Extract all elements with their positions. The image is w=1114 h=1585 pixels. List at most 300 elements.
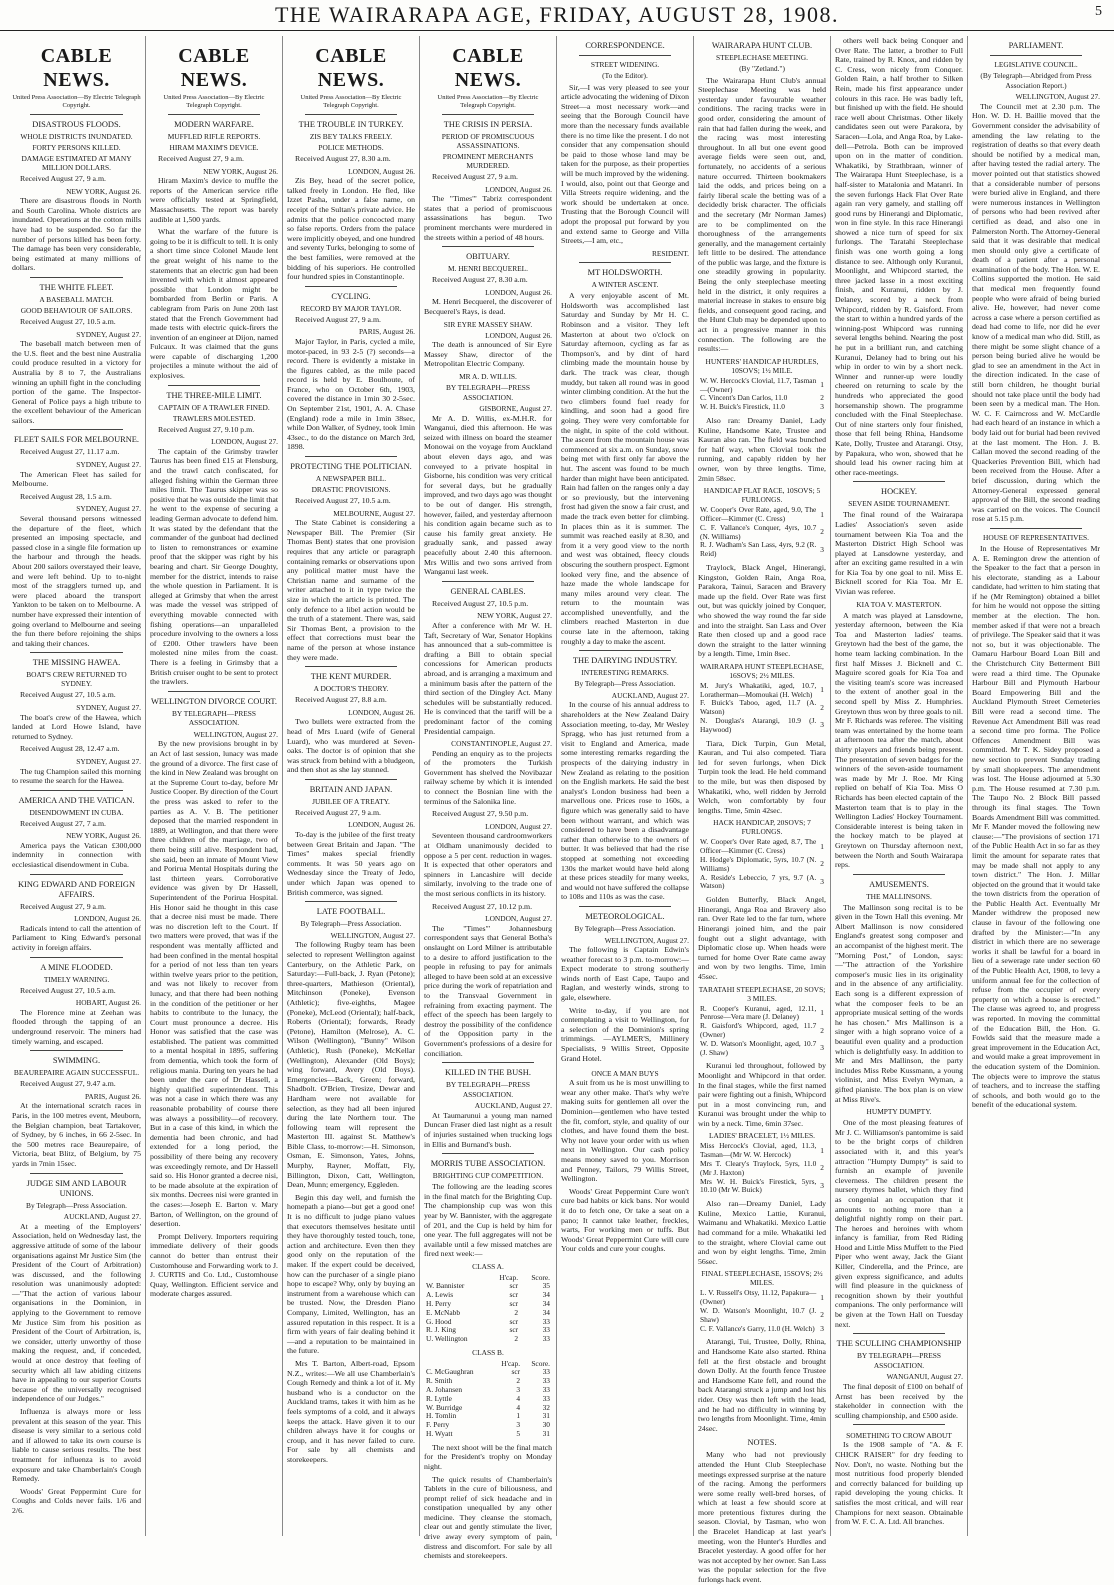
article-body: After a conference with Mr W. H. Taft, Secretary of War, Senator Hopkins has announced that a sub-committee is drafting a Bill to obtain special concessions for American products abroad, and is arranging a maximum and a minimum basis after the pattern of the third section of the Dingley Act. Many schedules will be substantially reduced. He is convinced that the tariff will be a predominant factor of the coming Presidential campaign. xyxy=(424,620,552,736)
score-table-class-a xyxy=(424,1274,552,1344)
horse-entry: R. J. Wadham's San Lass, 4yrs, 9.2 (R. Reid) xyxy=(700,540,817,559)
horse-entry: C. F. Vallance's Garry, 11.0 (H. Welch) xyxy=(700,1323,815,1333)
article-headline: LATE FOOTBALL. xyxy=(316,907,386,917)
race-heading: HUNTERS' HANDICAP HURDLES, 10SOVS; 1½ MILE. xyxy=(705,356,819,375)
dateline: PARIS, August 26. xyxy=(359,327,415,337)
shooter-name: R. Lyttle xyxy=(426,1393,452,1403)
horse-entry: W. W. Hercock's Clovial, 11.7, Tasman—(Owner) xyxy=(700,375,817,394)
article-body: In the House of Representatives Mr A. E. Remington drew the attention of the Speaker to the fact that a person in his electorate, standing as a Labour candidate, had written to him stating that if he (Mr Remington) obtained a billet for him he would not oppose the sitting member at the election. The hon. member asked if that were not a breach of privilege. The Speaker said that it was not so, but it was objectionable. The Oamaru Harbour Board Loan Bill and the Christchurch City Betterment Bill were read a third time. The Opunake Harbour Bill and Plymouth Harbour Board Empowering Bill and the Auckland Plymouth Street Cemeteries Bill were read a second time. The Revenue Act Amendment Bill was read a second time pro forma. The Police Offences Amendment Bill was committed. Mr T. K. Sidey proposed a new section to prevent Sunday trading by small shopkeepers. The amendment was lost. The House adjourned at 5.30 p.m. The House resumed at 7.30 p.m. The Taupo No. 2 Block Bill passed through its final stages. The Town Boards Amendment Bill was committed. Mr F. Mander moved the following new clause:—"The provisions of section 171 of the Public Health Act in so far as they limit the amount for separate rates that may be made shall not apply to any town district." The Hon. J. Millar objected on the ground that it would take the town districts from the operation of the Public Health Act. Eventually Mr Mander withdrew the proposed new clause in favour of the following one drafted by the Minister:—"In any district in which there are no sewerage works it shall be lawful for a board in lieu of a sewerage rate under section 60 of the Public Health Act, 1908, to levy a uniform annual fee for the collection of refuse from the occupier of every property on which a house is erected." The clause was agreed to, and progress was reported. In moving the committal of the Education Bill, the Hon. G. Fowlds said that the measure made a great improvement in the Education Act, and would make a great improvement in the education system of the Dominion. The objects were to improve the status of teachers, and to increase the staffing of schools, and both would go to the benefit of the educational system. xyxy=(972,543,1100,1110)
table-row xyxy=(698,1005,826,1023)
placing: 2 xyxy=(820,859,824,869)
article-body: The American Fleet has sailed for Melbourne. xyxy=(12,469,141,489)
dateline: LONDON, August 27. xyxy=(211,437,278,447)
article-headline: THE KENT MURDER. xyxy=(310,672,392,682)
received-line: Received August 27, 9 a.m. xyxy=(20,174,106,183)
dateline: GISBORNE, August 27. xyxy=(479,404,552,414)
race-notes: Traylock, Black Angel, Hinerangi, Kingston, Golden Rain, Anga Roa, Parakora, Tainui, Saracen and Bravery made up the field. Over Rate was first out, but was quickly joined by Conquer, who showed the way round the far side and into the straight. San Lass and Over Rate then closed up and a good race down the straight to the latter winning by a length. Time, 1min 8sec. xyxy=(698,562,826,659)
rule xyxy=(442,1062,534,1063)
article-headline: THE MISSING HAWEA. xyxy=(32,658,121,668)
placing: 2 xyxy=(820,1310,824,1320)
section-title: CABLE NEWS. xyxy=(452,45,524,91)
table-row xyxy=(698,1142,826,1160)
score: 31 xyxy=(542,1428,550,1438)
placing: 1 xyxy=(820,685,824,695)
received-line: Received August 27, 8.30 a.m. xyxy=(295,154,391,163)
article-headline: PARLIAMENT. xyxy=(1008,41,1064,50)
placing: 2 xyxy=(820,702,824,712)
rule xyxy=(579,262,671,263)
dateline: AUCKLAND, August 27. xyxy=(611,690,689,700)
article-body: In the course of his annual address to shareholders at the New Zealand Dairy Association meeting, to-day, Mr Wesley Spragg, who has just returned from a visit to England and America, made some interesting remarks regarding the prospects of the dairying industry in New Zealand as relating to the position on the English markets. He said the best analyst's London business had been a marvellous one. Prices rose to 160s, a figure which was generally said to have been without warrant, and which was considered to have been a disadvantage rather than otherwise to the owners of butter. It was believed that had the rise stopped at something not exceeding 130s the market would have held along at these prices steadily for many weeks, and would not have suffered the collapse to 108s and 110s as was the case. xyxy=(561,700,689,902)
score-class-heading: CLASS A. xyxy=(472,1262,504,1271)
article-body: The final round of the Wairarapa Ladies' Association's seven aside tournament between Kia Toa and the Masterton District High School was played at Lansdowne yesterday, and after an exciting game resulted in a win for Kia Toa by one goal to nil. Miss E. Bicknell scored for Kia Toa. Mr E. Vivian was referee. xyxy=(835,510,963,597)
dateline: LONDON, August 26. xyxy=(485,330,552,340)
article-body: The next shoot will be the final match for the President's trophy on Monday night. xyxy=(424,1442,552,1471)
handicap: scr xyxy=(509,1316,519,1326)
placing: 1 xyxy=(820,1292,824,1302)
press-credit: BY TELEGRAPH—PRESS ASSOCIATION. xyxy=(857,1351,941,1370)
newspaper-title: THE WAIRARAPA AGE, FRIDAY, AUGUST 28, 1908. xyxy=(274,2,840,27)
dateline: AUCKLAND, August 27. xyxy=(474,1101,552,1111)
article-subhead: HIRAM MAXIM'S DEVICE. xyxy=(169,143,259,152)
article-headline: THE WHITE FLEET. xyxy=(39,282,114,292)
dateline: SYDNEY, August 27. xyxy=(76,460,141,470)
dateline: NEW YORK, August 26. xyxy=(66,831,141,841)
dateline: WANGANUI, August 27. xyxy=(886,1372,963,1382)
column-7 xyxy=(830,36,967,1536)
race-notes: Kuranui led throughout, followed by Moonlight and Whipcord in that order. In the final stages, while the first named pair were fighting out a finish, Whipcord put in a most convincing run, and Kuranui was brought under the whip to win by a neck. Time, 6min 37sec. xyxy=(698,1061,826,1128)
race-notes: Golden Butterfly, Black Angel, Hinerangi, Anga Roa and Bravery also ran. Over Rate led to the far turn, where Hinerangi joined him, and the pair fought out a slight advantage, with Diplomatic close up. When heads were turned for home Over Rate came away and won by two lengths. Time, 1min 45sec. xyxy=(698,895,826,981)
article-headline: SWIMMING. xyxy=(52,1056,101,1066)
placing: 1 xyxy=(820,841,824,851)
placing: 2 xyxy=(820,1163,824,1173)
article-body: The Mallinson song recital is to be given in the Town Hall this evening. Mr Albert Mallinson is now considered England's greatest song composer and an accompanist of the highest merit. The "Morning Post," of London, says:—"The attraction of the Yorkshire composer's music lies in its originality and in the absence of any artificiality. Each song is a different expression of what the composer feels to be an appropriate musical setting of the words he has chosen." Mrs Mallinson is a singer with a high soprano voice of a beautiful even quality and a production which is delightfully easy. In addition to Mr and Mrs Mallinson, the party includes Miss Rebe Kussmann, a young violinist, and Miss Evelyn Wyman, a gifted pianiste. The box plan is on view at Miss Rive's. xyxy=(835,902,963,1104)
received-line: Received August 27, 10.12 p.m. xyxy=(432,901,533,911)
placing: 1 xyxy=(820,509,824,519)
rule xyxy=(30,652,123,653)
article-body: At Taumarunui a young man named Duncan Fraser died last night as a result of injuries sustained when trucking logs in Ellis and Burnand's bush. xyxy=(424,1110,552,1149)
article-headline: KING EDWARD AND FOREIGN AFFAIRS. xyxy=(17,879,135,899)
table-row xyxy=(698,1160,826,1178)
article-headline: OBITUARY. xyxy=(466,252,510,262)
article-headline: NOTES. xyxy=(747,1438,777,1448)
section-credit: United Press Association—By Electric Telegraph Copyright. xyxy=(300,94,402,109)
rule xyxy=(30,1173,123,1174)
article-body: America pays the Vatican £300,000 indemnity in connection with ecclesiastical disendowment in Cuba. xyxy=(12,840,141,870)
article-subhead: DRASTIC PROVISIONS. xyxy=(311,485,391,495)
rule xyxy=(30,1050,123,1051)
article-headline: THE SCULLING CHAMPIONSHIP xyxy=(836,1339,962,1349)
article-headline: WAIRARAPA HUNT CLUB. xyxy=(711,41,813,50)
article-subhead: CAPTAIN OF A TRAWLER FINED. xyxy=(158,402,270,412)
rule xyxy=(30,874,123,875)
table-header: Score. xyxy=(531,1358,550,1368)
placing: 1 xyxy=(820,1007,824,1017)
race-notes: Also ran—Dreamy Daniel, Lady Kuline, Mexico Lattie, Kuranui, Waimanu and Whakatiki. Mexico Lattie had command for a mile. Whakatiki led to the straight, where Clovial came out and won by eight lengths. Time, 2min 56sec. xyxy=(698,1199,826,1266)
race-heading: LADIES' BRACELET, 1½ MILES. xyxy=(709,1131,815,1141)
rule xyxy=(442,1153,534,1154)
section-title: CABLE NEWS. xyxy=(315,45,387,91)
rule xyxy=(853,481,945,482)
article-body: The "Times'" Tabriz correspondent states that a period of promiscuous assassinations has begun. Two prominent merchants were murdered in the streets within a period of 48 hours. xyxy=(424,194,552,242)
rule xyxy=(305,901,397,902)
rule xyxy=(853,874,945,875)
table-row xyxy=(698,874,826,892)
score-class-heading: CLASS B. xyxy=(472,1347,504,1357)
handicap: 2 xyxy=(516,1376,521,1386)
received-line: Received August 27, 9.50 p.m. xyxy=(432,809,529,819)
column-8 xyxy=(967,36,1104,1536)
dateline: WELLINGTON, August 27. xyxy=(193,729,278,739)
horse-entry: Mrs W. H. Buick's Firestick, 5yrs, 10.10 (Mr W. Buick) xyxy=(700,1176,817,1195)
handicap: 3 xyxy=(516,1384,521,1394)
horse-entry: R. Cooper's Kuranui, aged, 12.11, Penrose—Vera mare (J. Delaney) xyxy=(700,1003,817,1022)
race-heading: HANDICAP FLAT RACE, 10SOVS; 5 FURLONGS. xyxy=(703,486,821,505)
section-credit: United Press Association—By Electric Telegraph Copyright. xyxy=(163,94,265,109)
score: 34 xyxy=(542,1307,550,1317)
handicap: scr xyxy=(509,1290,519,1300)
horse-entry: H. Hodge's Diplomatic, 5yrs, 10.7 (N. Williams) xyxy=(700,855,817,873)
placing: 3 xyxy=(820,1043,824,1053)
horse-entry: F. Buick's Taboo, aged, 11.7 (A. Watson) xyxy=(700,698,817,717)
score-table-class-b xyxy=(424,1360,552,1439)
article-headline: THE TROUBLE IN TURKEY. xyxy=(298,120,404,129)
shooter-name: H. Perry xyxy=(426,1298,452,1308)
article-body: Major Taylor, in Paris, cycled a mile, motor-paced, in 93 2-5 (?) seconds—a record. There is evidently a mistake in the figures cabled, as the mile paced record is held by E. Boulhoute, of France, who on October 6th, 1903, covered the distance in 1min 30 2-5sec. On September 21st, 1901, A. A. Chase (England) rode a mile in 1min 38sec, while Don Walker, of Sydney, took 1min 43sec., to do the distance on March 3rd, 1898. xyxy=(287,336,415,452)
article-headline: BRITAIN AND JAPAN. xyxy=(309,784,393,794)
shooter-name: A. Lewis xyxy=(426,1290,454,1300)
advertisement-heading: SOMETHING TO CROW ABOUT xyxy=(846,1431,952,1441)
article-body: One of the most pleasing features of Mr J. C. Williamson's pantomime is said to be the bright corps of children associated with it, and this year's attraction "Humpty Dumpty" is said to furnish an example of juvenile cleverness. The children present the nursery rhymes ballet, which they find as congenial an occupation that it amounts to nothing more than a delightful nightly romp on their part. The heroes and heroines with whom infancy is familiar, from Red Riding Hood and Little Miss Muffett to the Pied Piper who went away, Jack the Giant Killer, Cinderella, and the Prince, are given express significance, and adults will find pleasure in the quickness of recognition shown by their youthful companions. The only performance will be given at the Town Hall on Tuesday next. xyxy=(835,1118,963,1329)
placing: 3 xyxy=(820,544,824,554)
article-headline: THE DAIRYING INDUSTRY. xyxy=(572,656,678,666)
dateline: SYDNEY, August 27. xyxy=(76,702,141,712)
table-row xyxy=(698,1022,826,1040)
press-credit: By Telegraph—Press Association. xyxy=(574,679,676,689)
dateline: LONDON, August 26. xyxy=(348,166,415,176)
advertisement: Mrs T. Barton, Albert-road, Epsom N.Z., writes:—We all use Chamberlain's Cough Remedy and think a lot of it. My husband who is a conductor on the Auckland trams, takes it with him as he feels symptoms of a cold, and it always keeps the attack. Have given it to our children always have it for coughs or croup, and it has never failed to cure. For sale by all chemists and storekeepers. xyxy=(287,1358,415,1464)
column-1 xyxy=(8,36,145,1536)
table-row xyxy=(424,1335,552,1344)
article-body: Radicals intend to call the attention of Parliament to King Edward's personal activity in foreign affairs. xyxy=(12,923,141,953)
rule xyxy=(305,456,397,457)
dateline: LONDON, August 26. xyxy=(348,820,415,830)
placing: 2 xyxy=(820,393,824,403)
score: 31 xyxy=(542,1411,550,1421)
rule xyxy=(305,286,397,287)
received-line: Received August 27, 7 a.m. xyxy=(20,818,106,828)
article-body: There are disastrous floods in North and South Carolina. Whole districts are inundated. Operations at the cotton mills have had to be suspended. So far the number of persons killed has been forty. The damage has been very considerable, being estimated at many millions of dollars. xyxy=(12,196,141,273)
dateline: PARIS, August 26. xyxy=(85,1091,141,1101)
article-body: The State Cabinet is considering a Newspaper Bill. The Premier (Sir Thomas Bent) states that one provision requires that any article or paragraph containing remarks or observations upon any political matter must have the Christian name and surname of the writer attached to it in type twice the size in which the article is printed. The only defence to a libel action would be the truth of a statement. There was, said Sir Thomas Bent, a provision to the effect that corrections must bear the name of the person at whose instance they were made. xyxy=(287,518,415,662)
article-body: The Council met at 2.30 p.m. The Hon. W. D. H. Baillie moved that the Government consider the advisability of amending the law relating to the registration of deaths so that every death should be notified by a medical man, after having tested the radial artery. The mover pointed out that statistics showed that a considerable number of persons were buried alive in England, and there were numerous instances in Wellington of persons who had been revived after certified as dead, and also one in Palmerston North. The Attorney-General said that it was desirable that medical men should only give a certificate of death of a patient after a personal examination of the body. The Hon. W. E. Collins supported the motion. He said that medical men frequently found people who were afraid of being buried alive. He, however, had never come across a case where a person certified as dead had come to life, nor did he ever know of a medical man who did. Still, as there might be some slight chance of a person being buried alive he would be glad to see an amendment in the Act in the direction indicated. In the case of still born children, he thought burial should not take place until the body had been seen by a medical man. The Hon. W. C. F. Cairncross and W. McCardle had each heard of an instance in which a body laid out for burial had been revived at the last moment. The Hon. J. B. Callan moved the second reading of the Quackeries Prevention Bill, which had been received from the House. After a brief discussion, during which the Attorney-General expressed general approval of the Bill, the second reading was carried on the voices. The Council rose at 5.15 p.m. xyxy=(972,101,1100,524)
received-line: Received August 28, 12.47 a.m. xyxy=(20,744,120,754)
received-line: Received August 27, 11.17 a.m. xyxy=(20,447,120,457)
article-body: The boat's crew of the Hawea, which landed at Lord Howe Island, have returned to Sydney. xyxy=(12,712,141,741)
advertisement: Is the 1908 sample of "A. & F. CHICK RAISER" for dry feeding to Nov. Don't, no waste. Nothing but the most nutritious food properly blended and correctly balanced for building up rapid developing the young chicks. It satisfies the most critical, and will rear Champions for next season. Obtainable from W. F. C. A. Ltd. All branches. xyxy=(835,1440,963,1527)
article-subhead: KIA TOA V. MASTERTON. xyxy=(856,599,942,609)
table-row xyxy=(698,541,826,559)
article-headline: PROTECTING THE POLITICIAN. xyxy=(290,462,412,472)
article-body: Two bullets were extracted from the head of Mrs Luard (wife of General Luard), who was murdered at Seven-oaks. The doctor is of opinion that she was struck from behind with a bludgeon, and then shot as she lay stunned. xyxy=(287,717,415,775)
dateline: LONDON, August 26. xyxy=(74,914,141,924)
shooter-name: U. Wellington xyxy=(426,1334,468,1344)
article-body: A match was played at Lansdowne, yesterday afternoon, between the Kia Toa and Masterton ladies' teams. Greytown had the best of the game, the home team lacking combination. In the first half Misses J. Bicknell and C. Maguire scored goals for Kia Toa and the visiting team's score was increased to the extent of another goal in the second spell by Miss Z. Humphries. Greytown thus won by three goals to nil. Mr F. Richards was referee. The visiting team was entertained by the home team at afternoon tea after the match, about thirty players and friends being present. The presentation of seven badges for the winners of the seven-aside tournament was made by Mr J. Roe. Mr King replied on behalf of Kia Toa. Miss O Richards has been elected captain of the Masterton team that is to play in the Wellington Ladies' Hockey Tournament. Considerable interest is being taken in the hockey match to be played at Greytown on Thursday afternoon next, between the North and South Wairarapa reps. xyxy=(835,610,963,870)
handicap: scr xyxy=(511,1367,521,1377)
table-row xyxy=(698,838,826,856)
article-headline: GENERAL CABLES. xyxy=(450,586,526,596)
advertisement: The quick results of Chamberlain's Tablets in the cure of biliousness, and prompt relief of sick headache and in constipation unequalled by any other medicine. They cleanse the stomach, clear out and gently stimulate the liver, drive away every symptom of pain, distress and discomfort. For sale by all chemists and storekeepers. xyxy=(424,1474,552,1561)
horse-entry: W. D. Watson's Moonlight, 10.7 (J. Shaw) xyxy=(700,1306,817,1324)
race-heading: WAIRARAPA HUNT STEEPLECHASE, 16SOVS; 2½ MILES. xyxy=(700,661,824,680)
article-subhead: INTERESTING REMARKS. xyxy=(581,668,669,678)
placing: 1 xyxy=(820,380,824,390)
shooter-name: H. Wyatt xyxy=(426,1428,453,1438)
article-body: The captain of the Grimsby trawler Taurus has been fined £15 at Flensburg, and the trawl catch confiscated, for alleged fishing within the German three miles limit. The Taurus skipper was so positive that he was outside the limit that he went to the expense of securing a leading German advocate to defend him. It was stated by the defendant that the commander of the gunboat had declined to listen to remonstrances or examine proof that the skipper was right by his bearing and chart. Sir George Doughty, member for the district, intends to raise the whole question in Parliament. It is alleged at Grimsby that when the arrest was made the vessel was stripped of everything movable connected with fishing operations—an unparalleled procedure involving to the owners a loss of £200. Other trawlers have been molested nine miles from the coast. There is a feeling in Grimsby that a British cruiser ought to be sent to protect the trawlers. xyxy=(150,446,278,687)
article-body: What the warfare of the future is going to be it is difficult to tell. It is only a short time since Colonel Maude lent the great weight of his name to the statements that an electric gun had been invented with which it almost appeared possible that London might be bombarded from Berlin or Paris. A cablegram from Paris on June 20th last stated that the French Government had made tests with electric quick-firers the invention of an engineer at Dijon, named Fulcaux. It was claimed that the guns were capable of discharging 1,200 projectiles a minute without the aid of explosives. xyxy=(150,227,278,381)
advertisement: Begin this day well, and furnish the homepath a piano—but get a good one! It is no difficult to judge piano values that executors themselves hesitate until they have thoroughly tested touch, tone, action and architecture. Even then they good only on the reputation of the maker. If the expert could be deceived, how can the purchaser of a single piano hope to escape? Why, only by buying an instrument from a warehouse which can be trusted. Now, the Dresden Piano Company, Limited, Wellington, has an assured reputation in this respect. It is a firm with years of fair dealing behind it—and a reputation to be maintained in the future. xyxy=(287,1192,415,1356)
received-line: Received August 27, 10.5 p.m. xyxy=(432,598,529,608)
score: 34 xyxy=(542,1298,550,1308)
race-results xyxy=(698,506,826,559)
table-header: H'cap. xyxy=(499,1272,519,1282)
article-body: At a meeting of the Employers' Association, held on Wednesday last, the aggressive attitude of some of the labour organisations against Mr Justice Sim (the President of the Court of Arbitration) was discussed, and the following resolution was unanimously adopted:—"That the action of various labour organisations in the Dominion, in applying to the Government to remove Mr Justice Sim from his position as President of the Court of Arbitration, is, we consider, utterly unworthy of those making the request, and, if conceded, would at once destroy that feeling of security which all law abiding citizens have in appealing to our superior Courts because of the universally recognised independence of our Judges." xyxy=(12,1221,141,1404)
score: 34 xyxy=(542,1290,550,1300)
placing: 2 xyxy=(820,1025,824,1035)
dateline: LONDON, August 26. xyxy=(348,707,415,717)
horse-entry: M. Jury's Whakatiki, aged, 10.7, Loratherman—Momoukai (H. Welch) xyxy=(700,680,817,699)
received-line: Received August 27, 10.5 a.m. xyxy=(295,496,391,506)
article-headline: WELLINGTON DIVORCE COURT. xyxy=(151,696,277,706)
score: 33 xyxy=(542,1367,550,1377)
advertisement: Prompt Delivery. Importers requiring immediate delivery of their goods cannot do better than entrust their Customhouse and Forwarding work to J. J. CURTIS and Co. Ltd., Customhouse Quay, Wellington. Efficient service and moderate charges assured. xyxy=(150,1231,278,1299)
press-credit: By Telegraph—Press Association. xyxy=(300,919,402,929)
rule xyxy=(442,581,534,582)
section-credit: United Press Association—By Electric Telegraph Copyright. xyxy=(12,94,141,109)
column-6 xyxy=(693,36,830,1585)
dateline: WELLINGTON, August 27. xyxy=(1015,92,1100,102)
received-line: Received August 27, 9 a.m. xyxy=(295,807,381,817)
handicap: 4 xyxy=(516,1402,521,1412)
horse-entry: L. V. Russell's Otsy, 11.12, Papakura—(Owner) xyxy=(700,1288,817,1307)
rule xyxy=(168,691,260,692)
handicap: 4 xyxy=(516,1393,521,1403)
table-header: Score. xyxy=(531,1272,550,1282)
article-body: The following is Captain Edwin's weather forecast to 3 p.m. to-morrow:—Expect moderate to strong southerly winds north of East Cape, Taupo and Raglan, and westerly winds, strong to gale, elsewhere. xyxy=(561,945,689,1003)
placing: 3 xyxy=(820,1181,824,1191)
article-headline: METEOROLOGICAL. xyxy=(585,911,665,921)
handicap: scr xyxy=(509,1281,519,1291)
table-row xyxy=(698,1289,826,1307)
article-subhead: HOUSE OF REPRESENTATIVES. xyxy=(983,532,1089,542)
received-line: Received August 27, 8.8 a.m. xyxy=(295,695,387,705)
rule xyxy=(30,957,123,958)
shooter-name: G. Hood xyxy=(426,1316,452,1326)
advertisement: Influenza is always more or less prevalent at this season of the year. This disease is very similar to a serious cold and if allowed to take its own course is liable to cause serious results. The best treatment for influenza is to avoid exposure and take Chamberlain's Cough Remedy. xyxy=(12,1407,141,1484)
dateline: NEW YORK, August 26. xyxy=(203,166,278,176)
race-notes: Atarangi, Tui, Trustee, Dolly, Rhina, and Handsome Kate also started. Rhina fell at the first obstacle and brought down Dolly. At the fourth fence Trustee and Handsome Kate fell, and round the back Atarangi struck a jump and lost his rider. Otsy was then left with the lead, and he had no difficulty in winning by two lengths from Moonlight. Time, 4min 24sec. xyxy=(698,1337,827,1433)
table-row xyxy=(698,524,826,542)
horse-entry: A. Reside's Lebeccio, 7 yrs, 9.7 (A. Watson) xyxy=(700,872,817,891)
rule xyxy=(305,666,397,667)
dateline: LONDON, August 26. xyxy=(485,184,552,194)
handicap: scr xyxy=(509,1298,519,1308)
article-body: Mr A. D. Willis, ex-M.H.R. for Wanganui, died this afternoon. He was seized with illness on board the steamer Monowai on the voyage from Auckland about eleven days ago, and was conveyed to a private hospital in Gisborne, his condition was very critical for several days, but he gradually improved, and two days ago was thought to be out of danger. His strength, however, failed, and yesterday afternoon his condition again became such as to cause his family great anxiety. He gradually sank, and passed away peacefully about 2.40 this afternoon. Mrs Willis and two sons arrived from Wanganui last week. xyxy=(424,413,552,577)
rule xyxy=(168,114,260,115)
horse-entry: W. Cooper's Over Rate, aged, 9.0, The Officer—Kimmer (C. Cress) xyxy=(700,505,817,523)
placing: 3 xyxy=(820,720,824,730)
dateline: NEW YORK, August 26. xyxy=(66,186,141,196)
article-subhead: MUFFLED RIFLE REPORTS. xyxy=(167,132,261,141)
article-subhead: WHOLE DISTRICTS INUNDATED. xyxy=(20,132,133,141)
article-body: The Wairarapa Hunt Club's annual Steeplechase Meeting was held yesterday under favourable weather conditions. The racing tracks were in good order, considering the amount of rain that had fallen during the week, and the racing was most interesting throughout. In all but one event good average fields were seen out, and, fortunately, no accidents of a serious nature occurred. Thirteen bookmakers laid the odds, and prices being on a fairly liberal scale the betting was of a decidedly brisk character. The officials and the secretary (Mr Norman James) are to be complimented on the thoroughness of the arrangements generally, and the management certainly left little to be desired. The attendance of the public was large, and the fixture is one steadily growing in popularity. Being the only steeplechase meeting held in the district, it only requires a material increase in stakes to ensure big fields, and consequent good racing, and the Hunt Club may be depended upon to act in a progressive manner in this connection. The following are the results:— xyxy=(698,75,826,354)
article-body: M. Henri Becquerel, the discoverer of Becquerel's Rays, is dead. xyxy=(424,297,552,316)
handicap: 1 xyxy=(516,1411,521,1421)
race-results xyxy=(698,838,826,891)
race-heading: TARATAHI STEEPLECHASE, 20 SOVS; 3 MILES. xyxy=(698,984,826,1003)
handicap: 2 xyxy=(514,1307,519,1317)
shooter-name: R. Smith xyxy=(426,1376,453,1386)
article-subhead: BRIGHTING CUP COMPETITION. xyxy=(432,1171,544,1181)
race-results xyxy=(698,377,826,412)
section-title: CABLE NEWS. xyxy=(40,45,113,91)
shooter-name: W. Burridge xyxy=(426,1402,463,1412)
article-subhead: PERIOD OF PROMISCUOUS ASSASSINATIONS. xyxy=(441,132,535,150)
article-headline: AMERICA AND THE VATICAN. xyxy=(18,795,135,805)
race-notes: Also ran: Dreamy Daniel, Lady Kuline, Handsome Kate, Trustee and Kauran also ran. The field was bunched for half way, when Clovial took the running, and capably ridden by her owner, won by three lengths. Time, 2min 58sec. xyxy=(698,416,826,483)
horse-entry: Miss Hercock's Clovial, aged, 11.3, Tasman—(Mr W. W. Hercock) xyxy=(700,1141,817,1160)
table-row xyxy=(698,1040,826,1058)
rule xyxy=(442,114,534,115)
article-body: At the international scratch races in Paris, in the 100 metres event, Meuborn, the Belgian champion, beat Tartakover, of Sydney, by 6 inches, in 66 2-5sec. In the 500 metres race Beaurepaire, of Victoria, beat Blitz, of Belgium, by 75 yards in 7min 15sec. xyxy=(12,1101,141,1168)
article-body: Zis Bey, head of the secret police, talked freely in London. He fled, like Izzet Pasha, under a false name, on receipt of the Sultan's private advice. He admits that the police concocted many so false reports. Orders from the palace were implicitly obeyed, and one hundred and seventy Turks, belonging to some of the best families, were removed at the bidding of his superiors. He controlled four hundred spies in Constantinople. xyxy=(287,176,415,282)
race-results xyxy=(698,682,826,735)
article-subhead: A WINTER ASCENT. xyxy=(591,280,659,290)
received-line: Received August 27, 10.5 a.m. xyxy=(20,690,116,700)
article-body: A very enjoyable ascent of Mt. Holdsworth was accomplished last Saturday and Sunday by Mr H. C. Robinson and a visitor. They left Masterton at about two o'clock on Saturday afternoon, cycling as far as Thompson's, and by dint of hard climbing made the mountain house by dark. The track was clear, though muddy, but taken all round was in good winter climbing condition. At the hut the two climbers found fuel ready for kindling, and soon had a good fire going. They were very comfortable for the night, in spite of the cold without. The ascent from the mountain house was commenced at six a.m. on Sunday, snow being met with first only far above the hut. The ascent was found to be much harder than might have been anticipated. Rain had fallen on the ranges only a day or so previously, but the intervening frost had given the snow a fair crust, and made the track even better for climbing. In places thin as it is summer. The summit was reached easily at 8.30, and from it a very good view to the north and west was obtained, fleecy clouds obscuring the southern prospect. Egmont looked very fine, and the absence of haze made the whole landscape for many miles around very clear. The return to the mountain was accomplished uneventfully, and the climbers reached Masterton in due course late in the afternoon, taking roughly a day to make the ascent. xyxy=(561,291,689,646)
rule xyxy=(579,55,671,56)
rule xyxy=(305,779,397,780)
column-2 xyxy=(145,36,282,1536)
dateline: CONSTANTINOPLE, August 27. xyxy=(451,739,552,749)
placing: 3 xyxy=(820,1323,824,1333)
score: 30 xyxy=(542,1420,550,1430)
shooter-name: H. Tomlin xyxy=(426,1411,457,1421)
shooter-name: E. McNabb xyxy=(426,1307,461,1317)
race-heading: HACK HANDICAP, 20SOVS; 7 FURLONGS. xyxy=(713,818,811,837)
article-body: To-day is the jubilee of the first treaty between Great Britain and Japan. "The Times" makes special friendly comments. It was 50 years ago on Wednesday since the Treaty of Jedo, under which Japan was opened to British commerce, was signed. xyxy=(287,830,415,897)
dateline: SYDNEY, August 27. xyxy=(76,504,141,514)
score: 33 xyxy=(542,1393,550,1403)
dateline: SYDNEY, August 27. xyxy=(76,329,141,339)
article-subhead: TRAWLERS MOLESTED. xyxy=(172,413,256,423)
press-credit: (By Telegraph—Abridged from Press Association Report.) xyxy=(980,71,1092,90)
shooter-name: C. McGaughran xyxy=(426,1367,474,1377)
table-row xyxy=(698,699,826,717)
shooter-name: W. Bannister xyxy=(426,1281,465,1291)
table-header: H'cap. xyxy=(501,1358,521,1368)
page-number: 5 xyxy=(1095,4,1102,19)
advertisement: Write to-day, if you are not contemplating a visit to Wellington, for a selection of the Dominion's spring trimmings. —AYLMER'S, Millinery Specialists, 9 Willis Street, Opposite Grand Hotel. xyxy=(561,1005,689,1063)
received-line: Received August 27, 9 a.m. xyxy=(158,154,244,163)
masthead xyxy=(0,0,1114,31)
article-body: The following are the leading scores in the final match for the Brighting Cup. The championship cup was won this year by W. Bannister, with the aggregate of 201, and the Cup is held by him for one year. The full aggregates will not be available until a few missed matches are fired next week:— xyxy=(424,1182,552,1259)
rule xyxy=(30,277,123,278)
shooter-name: F. Perry xyxy=(426,1420,450,1430)
placing: 2 xyxy=(820,527,824,537)
received-line: Received August 27, 8.30 a.m. xyxy=(432,275,528,285)
dateline: WELLINGTON, August 27. xyxy=(604,935,689,945)
received-line: Received August 27, 9.10 p.m. xyxy=(158,424,255,434)
rule xyxy=(30,790,123,791)
columns xyxy=(8,36,1106,1585)
dateline: NEW YORK, August 27. xyxy=(477,611,552,621)
handicap: 3 xyxy=(516,1420,521,1430)
horse-entry: N. Douglas's Atarangi, 10.9 (J. Haywood) xyxy=(700,716,817,734)
article-subhead: ZIS BEY TALKS FREELY. xyxy=(309,132,393,141)
advertisement: Woods' Great Peppermint Cure for Coughs and Colds never fails. 1/6 and 2/6. xyxy=(12,1486,141,1515)
article-subhead: A BASEBALL MATCH. xyxy=(39,294,114,304)
horse-entry: W. Cooper's Over Rate aged, 8.7, The Officer—Kimmer (C. Cress) xyxy=(700,837,817,856)
article-body: The final deposit of £100 on behalf of Arnst has been received by the stakeholder in connection with the sculling championship, and £500 aside. xyxy=(835,1382,963,1420)
table-row xyxy=(698,717,826,735)
table-row xyxy=(698,403,826,412)
article-subhead: GOOD BEHAVIOUR OF SAILORS. xyxy=(20,305,133,315)
article-body: others well back being Conquer and Over Rate. The latter, a brother to Full Rate, trained by R. Knox, and ridden by C. Cress, won nicely from Conquer. Golden Rain, a half brother to Silken Rein, made his first appearance under colours in this race. He was badly left, but finished up with the field. He should race well about Christmas. Other likely candidates seen out were Parakora, by Saracen—Lola, and Anga Roa, by Lake-dell—Petrola. Both can be improved upon on in the matter of condition. Whakatiki, by Strathbraan, winner of The Wairarapa Hunt Steeplechase, is a half-sister to Matalonia and Matanri. In the seven furlongs Hack Flat Over Rate again ran very gamely, and stalling off good runs by Hinerangi and Diplomatic, won in fine style. In this race Hinerangi showed a nice turn of speed for six furlongs. The Taratahi Steeplechase finish was one worth going a long distance to see. Although only Kuranui, Moonlight, and Whipcord started, the three jacked lasse in a most exciting finish, and Kuranui, ridden by J. Delaney, scored by a neck from Whipcord, ridden by R. Gaisford. From the start to within a hundred yards of the winning-post Whipcord was running several lengths behind. Nearing the post he put in a brilliant run, and catching Kuranui, Delaney had to bring out his whip in order to win by a short neck. Winner and runner-up were loudly cheered on returning to scale by the hundreds who appreciated the good horsemanship shown. The programme concluded with the Final Steeplechase. Out of nine starters only four finished, those that fell being Rhina, Handsome Kate, Dolly, Trustee and Atarangi. Otsy, by Papakura, who won, showed that he should lead his owner racing him at other race-meetings. xyxy=(835,36,963,477)
column-5 xyxy=(556,36,693,1536)
rule xyxy=(990,528,1082,529)
press-credit: By Telegraph—Press Association. xyxy=(26,1200,127,1210)
race-results xyxy=(698,1005,826,1058)
article-headline: MORRIS TUBE ASSOCIATION. xyxy=(430,1159,546,1169)
advertisement: A suit from us he is most unwilling to wear any other make. That's why we're making suits for gentlemen all over the Dominion—gentlemen who have tested the fit, comfort, style, and quality of our clothes, and have found them the best. Why not leave your order with us when next in Wellington. Our cash policy means money saved to you. Morrison and Penney, Tailors, 79 Willis Street, Wellington. xyxy=(561,1078,689,1184)
article-headline: A MINE FLOODED. xyxy=(40,962,113,972)
dateline: WELLINGTON, August 27. xyxy=(330,930,415,940)
dateline: MELBOURNE, August 27. xyxy=(333,508,415,518)
horse-entry: C. F. Vallance's Conquer, 4yrs, 10.7 (N. Williams) xyxy=(700,522,817,541)
received-line: Received August 27, 9.47 a.m. xyxy=(20,1079,116,1089)
received-line: Received August 27, 10.5 a.m. xyxy=(20,316,116,326)
column-4 xyxy=(419,36,556,1561)
article-subhead: JUBILEE OF A TREATY. xyxy=(312,796,390,806)
article-subhead: HUMPTY DUMPTY. xyxy=(866,1107,932,1117)
article-subhead: A NEWSPAPER BILL. xyxy=(315,474,387,484)
handicap: 5 xyxy=(516,1428,521,1438)
placing: 3 xyxy=(820,876,824,886)
article-subhead: PROMINENT MERCHANTS MURDERED. xyxy=(442,152,534,170)
rule xyxy=(30,429,123,430)
article-subhead: STEEPLECHASE MEETING. xyxy=(716,53,808,62)
received-line: Received August 27, 10.5 a.m. xyxy=(20,985,116,995)
shooter-name: A. Johansen xyxy=(426,1384,463,1394)
article-subhead: TIMELY WARNING. xyxy=(43,974,110,984)
rule xyxy=(579,650,671,651)
article-subhead: BOAT'S CREW RETURNED TO SYDNEY. xyxy=(26,670,127,689)
table-row xyxy=(698,1307,826,1325)
advertisement-heading: ONCE A MAN BUYS xyxy=(591,1069,659,1079)
received-line: Received August 27, 9 a.m. xyxy=(295,314,381,324)
received-line: Received August 28, 1.5 a.m. xyxy=(20,491,112,501)
race-results xyxy=(698,1289,826,1333)
article-body: By the new provisions brought in by an Act of last session, lunacy was made the ground of a divorce. The first case of the kind in New Zealand was brought on at the Supreme Court to-day, before Mr Justice Cooper. By direction of the Court the press was asked to refer to the parties as A. V. B. The petitioner deposed that the married respondent in 1889, at Wellington, and that there were three children of the marriage, two of them being still alive. Respondent had, she said, been an inmate of Mount View and Porirua Mental Hospitals during the last thirteen years. Corroborative evidence was given by Dr Hassell, Superintendent of the Porirua Hospital. His Honor said he thought in this case that a decree nisi must be made. There was no discretion left to the Court. If two matters were proved, that was if the respondent was mentally afflicted and had been confined in the mental hospital for a period of not less than ten years within twelve years prior to the petition, and was not likely to recover from lunacy, and that there had been nothing in the condition of the petitioner or her habits to contribute to the lunacy, the Court must pronounce a decree. His Honor was satisfied that the case was established. The patient was committed to a mental hospital in 1895, suffering from dementia, which took the form of religious mania. During ten years he had been under the care of Dr Hassell, a highly qualified superintendent. This was not a case in which there was any reasonable probability of course there was always a possibility—of recovery. But in a case of this kind, in which the dementia had been chronic, and had extended for a long period, the possibility of there being any recovery was exceedingly remote, and Dr Hassell said so. His Honor granted a decree nisi, to be made absolute at the expiration of six months. Decrees nisi were granted in the cases:—Joseph E. Barton v. Mary Barton, of Wellington, on the ground of desertion. xyxy=(150,739,278,1229)
article-headline: CYCLING. xyxy=(331,291,371,301)
horse-entry: W. H. Buick's Firestick, 11.0 xyxy=(700,402,785,412)
article-body: Pending an enquiry as to the projects of the promoters the Turkish Government has shelved the Novibazar railway scheme by which it is intended to connect the Bosnian line with the terminus of the Salonika line. xyxy=(424,748,552,806)
letter-address: (To the Editor). xyxy=(602,71,648,80)
article-subhead: SEVEN ASIDE TOURNAMENT. xyxy=(848,499,950,509)
horse-entry: R. Gaisford's Whipcord, aged, 11.7 (Owner) xyxy=(700,1021,817,1039)
article-subhead: BEAUREPAIRE AGAIN SUCCESSFUL. xyxy=(13,1068,140,1078)
